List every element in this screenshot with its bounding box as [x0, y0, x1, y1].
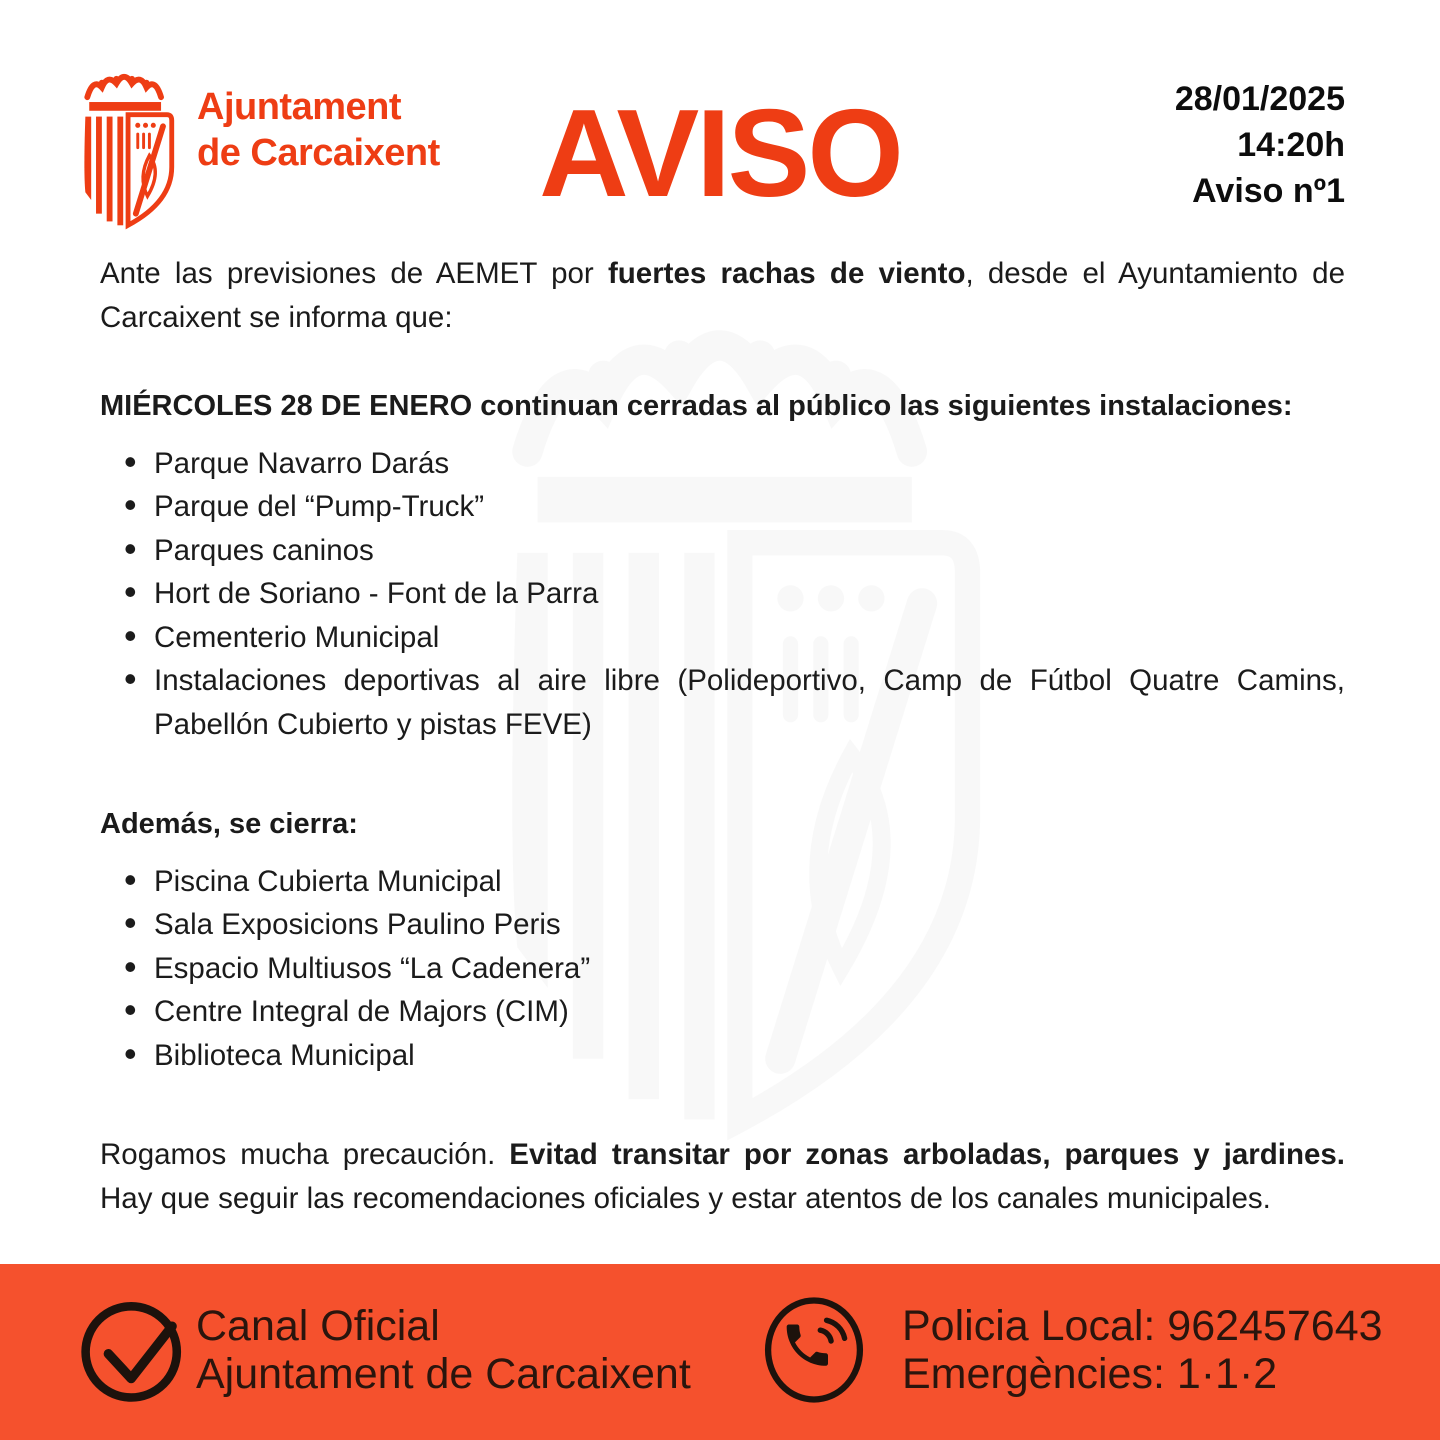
notice-date: 28/01/2025	[1174, 80, 1345, 118]
intro-suffix: , desde el Ayuntamiento de Carcaixent se informa que:	[100, 257, 1345, 334]
town-crest-icon	[75, 70, 185, 235]
official-channel	[78, 1286, 691, 1414]
list-item: • Parque del “Pump-Truck”	[100, 485, 1345, 529]
notice-body	[100, 252, 1345, 1321]
brand-line1: Ajuntament	[197, 86, 401, 128]
intro-paragraph	[100, 252, 1345, 339]
emergency-phone: Emergències: 1·1·2	[902, 1350, 1278, 1398]
notice-meta	[1175, 76, 1345, 214]
closures-list	[100, 442, 1345, 747]
list-item: • Centre Integral de Majors (CIM)	[100, 990, 1345, 1034]
brand-line2: de Carcaixent	[197, 132, 440, 174]
phone-icon	[760, 1286, 868, 1414]
channel-line1: Canal Oficial	[196, 1302, 440, 1350]
caution-paragraph	[100, 1133, 1345, 1220]
channel-text	[196, 1302, 691, 1398]
list-item: • Sala Exposicions Paulino Peris	[100, 903, 1345, 947]
additional-heading: Además, se cierra:	[100, 808, 358, 840]
closures-heading: MIÉRCOLES 28 DE ENERO continuan cerradas al público las siguientes instalaciones:	[100, 390, 1293, 422]
caution-suffix: Hay que seguir las recomendaciones oficiales y estar atentos de los canales municipales.	[100, 1181, 1271, 1215]
list-item: • Espacio Multiusos “La Cadenera”	[100, 947, 1345, 991]
additional-list	[100, 860, 1345, 1078]
list-item: • Hort de Soriano - Font de la Parra	[100, 572, 1345, 616]
list-item: • Parque Navarro Darás	[100, 442, 1345, 486]
footer-bar	[0, 1264, 1440, 1440]
caution-prefix: Rogamos mucha precaución.	[100, 1138, 510, 1171]
emergency-contacts	[760, 1286, 1383, 1414]
town-hall-logo	[75, 70, 440, 235]
list-item: • Instalaciones deportivas al aire libre (Polideportivo, Camp de Fútbol Quatre Camins, Pabellón Cubierto y pistas FEVE)	[100, 659, 1345, 746]
list-item: • Biblioteca Municipal	[100, 1034, 1345, 1078]
channel-line2: Ajuntament de Carcaixent	[196, 1350, 691, 1398]
brand-name	[197, 84, 440, 235]
notice-time: 14:20h	[1237, 126, 1345, 164]
list-item: • Cementerio Municipal	[100, 616, 1345, 660]
caution-bold: Evitad transitar por zonas arboladas, parques y jardines.	[509, 1138, 1345, 1171]
check-circle-icon	[78, 1286, 192, 1414]
list-item: • Piscina Cubierta Municipal	[100, 860, 1345, 904]
police-phone: Policia Local: 962457643	[902, 1302, 1383, 1350]
page-title: AVISO	[539, 85, 901, 223]
list-item: • Parques caninos	[100, 529, 1345, 573]
contact-text	[902, 1302, 1383, 1398]
intro-bold: fuertes rachas de viento	[607, 257, 966, 290]
intro-prefix: Ante las previsiones de AEMET por	[100, 257, 608, 290]
notice-number: Aviso nº1	[1192, 172, 1345, 210]
